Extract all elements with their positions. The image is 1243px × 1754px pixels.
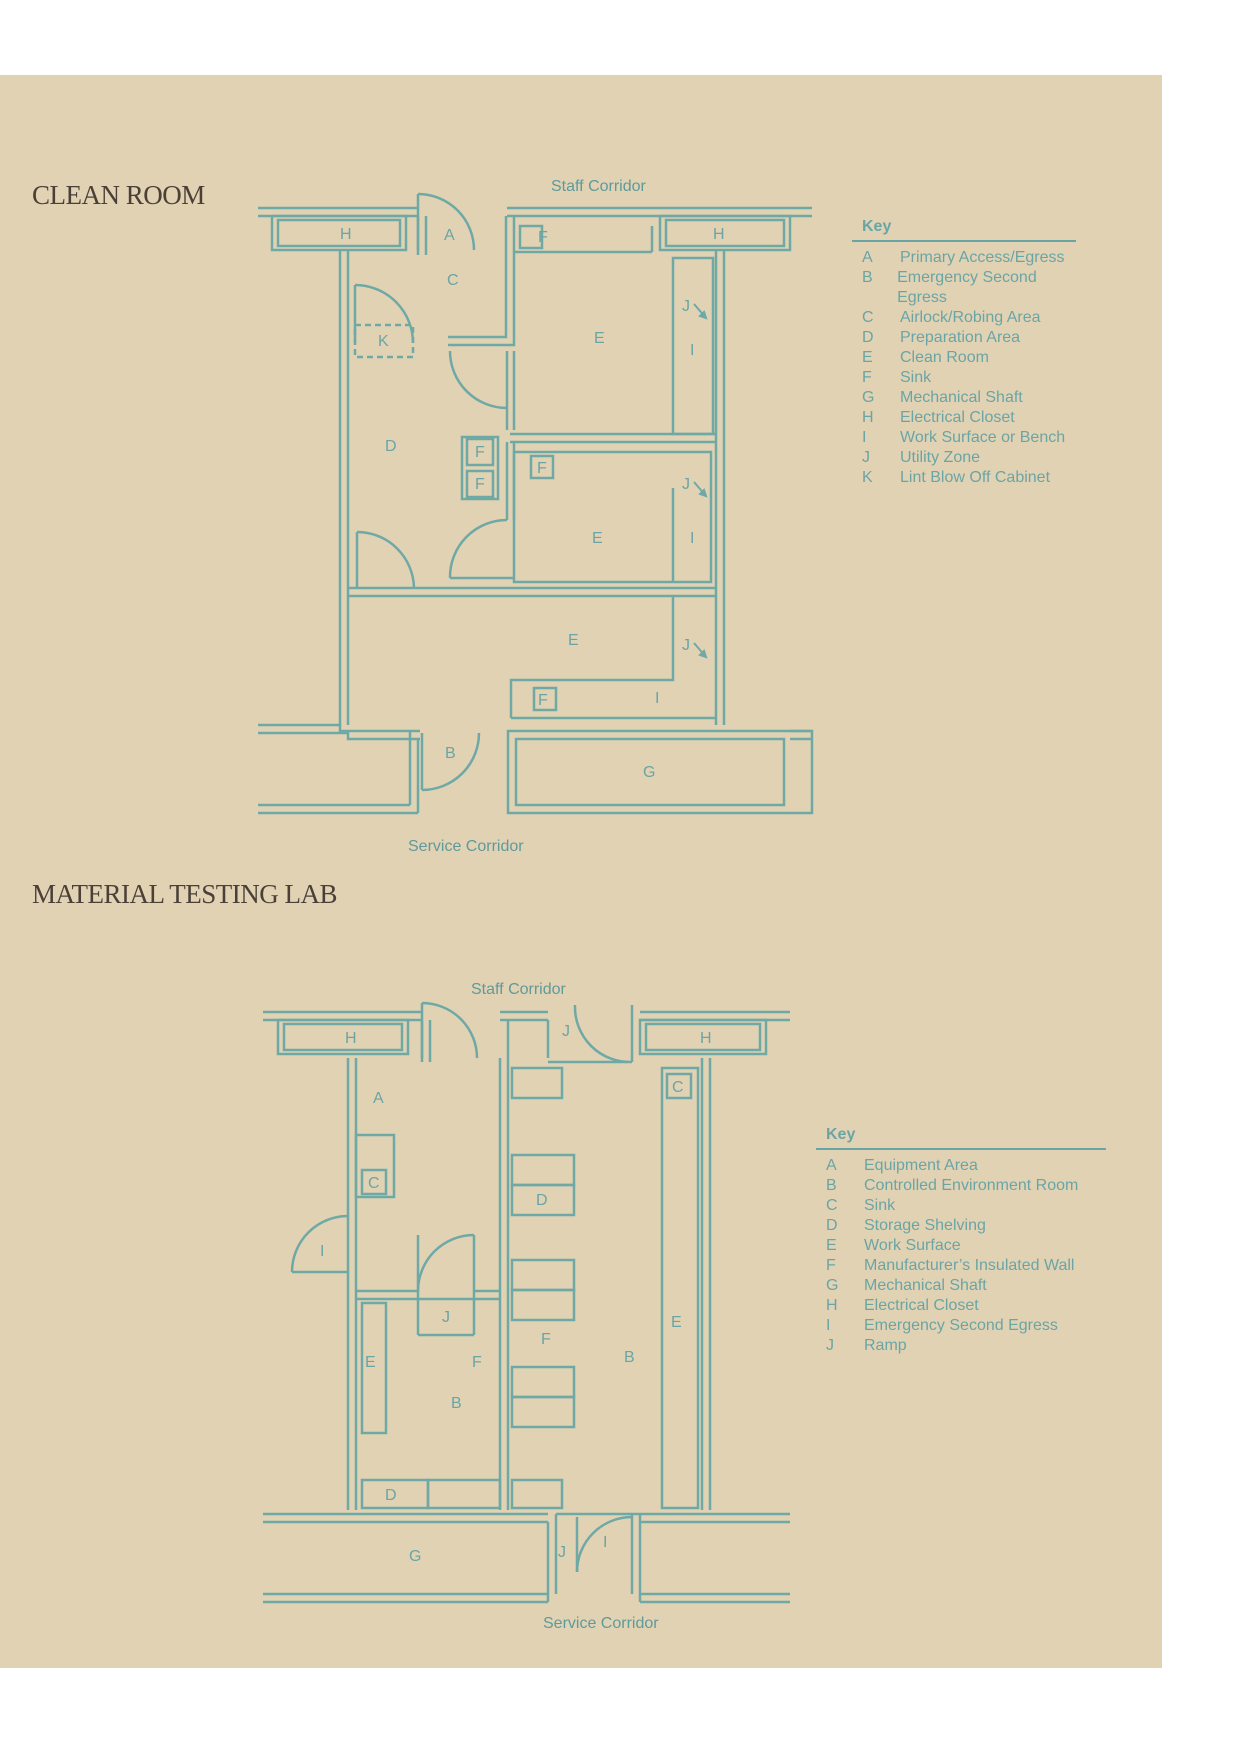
clean-label-g: G [643, 764, 656, 781]
clean-label-i-upper: I [690, 342, 695, 359]
lab-label-i-bottom: I [603, 1534, 608, 1551]
clean-room-key-letter: A [862, 249, 873, 266]
material-lab-key-row [816, 1316, 1106, 1336]
lab-label-b-left: B [451, 1395, 462, 1412]
material-lab-key-row [816, 1296, 1106, 1316]
clean-room-key-label: Work Surface or Bench [900, 429, 1066, 446]
clean-label-f-mid1: F [475, 444, 485, 461]
material-lab-key-letter: H [826, 1297, 838, 1314]
material-lab-service-corridor-label: Service Corridor [543, 1615, 659, 1632]
material-lab-key-row [816, 1256, 1106, 1276]
clean-room-key-row [852, 388, 1076, 408]
clean-label-i-mid: I [690, 530, 695, 547]
material-lab-key-row [816, 1176, 1106, 1196]
clean-label-f-mid2: F [475, 476, 485, 493]
material-lab-key-letter: B [826, 1177, 837, 1194]
lab-label-d-lower: D [385, 1487, 397, 1504]
material-lab-key-letter: F [826, 1257, 836, 1274]
clean-room-key-label: Clean Room [900, 349, 989, 366]
clean-room-title: CLEAN ROOM [32, 180, 205, 210]
material-lab-key-label: Equipment Area [864, 1157, 978, 1174]
lab-label-j-top: J [562, 1023, 570, 1040]
clean-room-key-letter: D [862, 329, 874, 346]
clean-room-key-label: Airlock/Robing Area [900, 309, 1041, 326]
clean-room-key-row [852, 448, 1076, 468]
material-lab-key-label: Electrical Closet [864, 1297, 979, 1314]
clean-room-key-label: Lint Blow Off Cabinet [900, 469, 1051, 486]
material-lab-key-label: Controlled Environment Room [864, 1177, 1079, 1194]
lab-label-b-main: B [624, 1349, 635, 1366]
clean-utility-arrows [694, 304, 706, 657]
lab-label-d-upper: D [536, 1192, 548, 1209]
clean-room-key-letter: J [862, 449, 870, 466]
clean-room-key-letter: H [862, 409, 874, 426]
material-lab-key-row [816, 1156, 1106, 1176]
clean-room-key-letter: C [862, 309, 874, 326]
lab-label-g: G [409, 1548, 422, 1565]
clean-room-key-row [852, 348, 1076, 368]
clean-label-c: C [447, 272, 459, 289]
clean-room-key-label: Sink [900, 369, 932, 386]
clean-label-e-lower: E [568, 632, 579, 649]
clean-room-key-row [852, 468, 1076, 488]
material-lab-key-letter: J [826, 1337, 834, 1354]
material-lab-key-label: Sink [864, 1197, 896, 1214]
clean-room-key-label: Electrical Closet [900, 409, 1015, 426]
lab-label-e-left: E [365, 1354, 376, 1371]
clean-room-key-row [852, 248, 1076, 268]
lab-label-c-left: C [368, 1175, 380, 1192]
lab-label-a: A [373, 1090, 384, 1107]
material-lab-key-letter: D [826, 1217, 838, 1234]
clean-label-d: D [385, 438, 397, 455]
material-lab-key-label: Mechanical Shaft [864, 1277, 987, 1294]
clean-label-i-lower: I [655, 690, 660, 707]
clean-room-key-label: Emergency Second Egress [897, 269, 1037, 306]
clean-room-key-label: Utility Zone [900, 449, 981, 466]
clean-label-h-left: H [340, 226, 352, 243]
lab-label-j-bottom: J [558, 1544, 566, 1561]
material-lab-key-letter: I [826, 1317, 831, 1334]
lab-label-h-left: H [345, 1030, 357, 1047]
clean-room-key-row [852, 328, 1076, 348]
clean-room-key-row [852, 368, 1076, 388]
material-lab-key-label: Storage Shelving [864, 1217, 986, 1234]
material-lab-key-letter: C [826, 1197, 838, 1214]
clean-room-key-label: Preparation Area [900, 329, 1021, 346]
material-lab-key [816, 1126, 1106, 1356]
clean-label-k: K [378, 333, 389, 350]
lab-label-h-right: H [700, 1030, 712, 1047]
clean-label-a: A [444, 227, 455, 244]
clean-room-key-row [852, 428, 1076, 448]
lab-label-c-right: C [672, 1079, 684, 1096]
clean-room-key-letter: I [862, 429, 867, 446]
material-lab-key-row [816, 1276, 1106, 1296]
material-lab-key-label: Work Surface [864, 1237, 961, 1254]
lab-label-f-main: F [541, 1331, 551, 1348]
clean-room-key-label: Mechanical Shaft [900, 389, 1023, 406]
clean-label-j-mid: J [682, 476, 690, 493]
material-lab-key-row [816, 1196, 1106, 1216]
material-lab-key-letter: A [826, 1157, 837, 1174]
clean-label-f-lower: F [538, 692, 548, 709]
clean-room-plan-labels [340, 226, 725, 781]
clean-label-h-right: H [713, 226, 725, 243]
clean-room-staff-corridor-label: Staff Corridor [551, 178, 646, 195]
clean-label-e-mid: E [592, 530, 603, 547]
clean-label-b: B [445, 745, 456, 762]
clean-room-key [852, 218, 1076, 488]
material-lab-key-letter: E [826, 1237, 837, 1254]
material-lab-key-label: Manufacturer’s Insulated Wall [864, 1257, 1075, 1274]
material-lab-key-label: Emergency Second Egress [864, 1317, 1058, 1334]
clean-room-key-title: Key [852, 218, 1076, 242]
lab-label-j-mid: J [442, 1309, 450, 1326]
lab-label-i-left: I [320, 1243, 325, 1260]
material-lab-plan [263, 1003, 790, 1602]
clean-label-f-top: F [538, 229, 548, 246]
material-lab-key-row [816, 1236, 1106, 1256]
material-lab-title: MATERIAL TESTING LAB [32, 879, 337, 909]
clean-room-key-letter: B [862, 269, 873, 286]
clean-room-key-row [852, 268, 1076, 308]
clean-room-key-letter: F [862, 369, 872, 386]
clean-label-j-lower: J [682, 637, 690, 654]
clean-label-j-upper: J [682, 298, 690, 315]
material-lab-key-row [816, 1336, 1106, 1356]
material-lab-key-title: Key [816, 1126, 1106, 1150]
clean-mechanical-shaft [508, 731, 812, 813]
clean-room-key-letter: G [862, 389, 875, 406]
clean-room-key-label: Primary Access/Egress [900, 249, 1065, 266]
clean-room-key-row [852, 308, 1076, 328]
material-lab-key-label: Ramp [864, 1337, 907, 1354]
clean-label-e-upper: E [594, 330, 605, 347]
clean-room-key-letter: E [862, 349, 873, 366]
clean-label-f-mid3: F [537, 460, 547, 477]
clean-room-plan [258, 194, 812, 813]
material-lab-key-row [816, 1216, 1106, 1236]
material-lab-key-letter: G [826, 1277, 839, 1294]
lab-label-f-left: F [472, 1354, 482, 1371]
material-lab-staff-corridor-label: Staff Corridor [471, 981, 566, 998]
clean-room-key-letter: K [862, 469, 873, 486]
clean-room-service-corridor-label: Service Corridor [408, 838, 524, 855]
lab-label-e-right: E [671, 1314, 682, 1331]
material-lab-plan-labels [320, 1023, 712, 1565]
clean-room-key-row [852, 408, 1076, 428]
